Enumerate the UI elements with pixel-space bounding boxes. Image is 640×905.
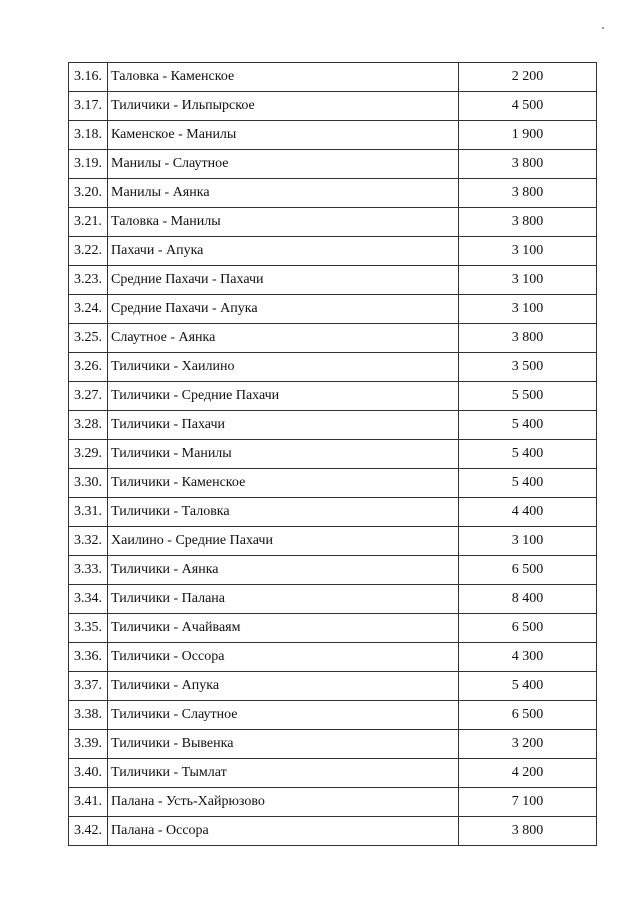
- distance-cell: 6 500: [459, 614, 597, 643]
- route-name-cell: Тиличики - Тымлат: [108, 759, 459, 788]
- table-row: [69, 788, 597, 817]
- distance-cell: 3 800: [459, 817, 597, 846]
- distance-cell: 4 200: [459, 759, 597, 788]
- table-row: [69, 208, 597, 237]
- row-number-cell: 3.35.: [69, 614, 108, 643]
- route-name-cell: Манилы - Аянка: [108, 179, 459, 208]
- distance-cell: 3 800: [459, 179, 597, 208]
- route-name-cell: Слаутное - Аянка: [108, 324, 459, 353]
- distance-cell: 3 800: [459, 208, 597, 237]
- table-row: [69, 63, 597, 92]
- table-row: [69, 759, 597, 788]
- row-number-cell: 3.16.: [69, 63, 108, 92]
- distance-cell: 4 400: [459, 498, 597, 527]
- table-row: [69, 614, 597, 643]
- route-name-cell: Тиличики - Аянка: [108, 556, 459, 585]
- row-number-cell: 3.38.: [69, 701, 108, 730]
- row-number-cell: 3.20.: [69, 179, 108, 208]
- row-number-cell: 3.22.: [69, 237, 108, 266]
- table-row: [69, 527, 597, 556]
- distance-cell: 7 100: [459, 788, 597, 817]
- table-row: [69, 411, 597, 440]
- table-row: [69, 295, 597, 324]
- routes-table: [68, 62, 597, 846]
- route-name-cell: Тиличики - Ачайваям: [108, 614, 459, 643]
- table-row: [69, 556, 597, 585]
- route-name-cell: Тиличики - Средние Пахачи: [108, 382, 459, 411]
- row-number-cell: 3.42.: [69, 817, 108, 846]
- distance-cell: 3 800: [459, 150, 597, 179]
- route-name-cell: Средние Пахачи - Пахачи: [108, 266, 459, 295]
- distance-cell: 3 100: [459, 266, 597, 295]
- table-row: [69, 701, 597, 730]
- row-number-cell: 3.17.: [69, 92, 108, 121]
- row-number-cell: 3.19.: [69, 150, 108, 179]
- distance-cell: 4 300: [459, 643, 597, 672]
- route-name-cell: Тиличики - Каменское: [108, 469, 459, 498]
- table-row: [69, 498, 597, 527]
- table-row: [69, 730, 597, 759]
- table-row: [69, 92, 597, 121]
- route-name-cell: Палана - Усть-Хайрюзово: [108, 788, 459, 817]
- row-number-cell: 3.24.: [69, 295, 108, 324]
- route-name-cell: Тиличики - Палана: [108, 585, 459, 614]
- table-row: [69, 382, 597, 411]
- row-number-cell: 3.36.: [69, 643, 108, 672]
- route-name-cell: Пахачи - Апука: [108, 237, 459, 266]
- distance-cell: 8 400: [459, 585, 597, 614]
- table-row: [69, 817, 597, 846]
- distance-cell: 2 200: [459, 63, 597, 92]
- distance-cell: 5 500: [459, 382, 597, 411]
- route-name-cell: Манилы - Слаутное: [108, 150, 459, 179]
- route-name-cell: Тиличики - Вывенка: [108, 730, 459, 759]
- route-name-cell: Тиличики - Слаутное: [108, 701, 459, 730]
- route-name-cell: Палана - Оссора: [108, 817, 459, 846]
- route-name-cell: Тиличики - Апука: [108, 672, 459, 701]
- row-number-cell: 3.39.: [69, 730, 108, 759]
- route-name-cell: Тиличики - Хаилино: [108, 353, 459, 382]
- table-row: [69, 179, 597, 208]
- distance-cell: 3 200: [459, 730, 597, 759]
- table-row: [69, 643, 597, 672]
- distance-cell: 3 100: [459, 237, 597, 266]
- distance-cell: 5 400: [459, 672, 597, 701]
- route-name-cell: Тиличики - Таловка: [108, 498, 459, 527]
- distance-cell: 5 400: [459, 411, 597, 440]
- table-row: [69, 672, 597, 701]
- route-name-cell: Хаилино - Средние Пахачи: [108, 527, 459, 556]
- distance-cell: 3 500: [459, 353, 597, 382]
- row-number-cell: 3.25.: [69, 324, 108, 353]
- row-number-cell: 3.40.: [69, 759, 108, 788]
- route-name-cell: Тиличики - Пахачи: [108, 411, 459, 440]
- row-number-cell: 3.34.: [69, 585, 108, 614]
- route-name-cell: Таловка - Манилы: [108, 208, 459, 237]
- table-row: [69, 469, 597, 498]
- distance-cell: 3 100: [459, 527, 597, 556]
- distance-cell: 6 500: [459, 701, 597, 730]
- route-name-cell: Таловка - Каменское: [108, 63, 459, 92]
- distance-cell: 5 400: [459, 440, 597, 469]
- row-number-cell: 3.21.: [69, 208, 108, 237]
- route-name-cell: Тиличики - Манилы: [108, 440, 459, 469]
- distance-cell: 4 500: [459, 92, 597, 121]
- row-number-cell: 3.27.: [69, 382, 108, 411]
- distance-cell: 3 800: [459, 324, 597, 353]
- table-row: [69, 237, 597, 266]
- table-row: [69, 121, 597, 150]
- row-number-cell: 3.33.: [69, 556, 108, 585]
- distance-cell: 6 500: [459, 556, 597, 585]
- table-row: [69, 440, 597, 469]
- row-number-cell: 3.31.: [69, 498, 108, 527]
- table-row: [69, 585, 597, 614]
- route-name-cell: Тиличики - Оссора: [108, 643, 459, 672]
- distance-cell: 3 100: [459, 295, 597, 324]
- row-number-cell: 3.26.: [69, 353, 108, 382]
- distance-cell: 1 900: [459, 121, 597, 150]
- row-number-cell: 3.32.: [69, 527, 108, 556]
- table-row: [69, 353, 597, 382]
- routes-table-body: [69, 63, 597, 846]
- row-number-cell: 3.37.: [69, 672, 108, 701]
- table-row: [69, 324, 597, 353]
- distance-cell: 5 400: [459, 469, 597, 498]
- row-number-cell: 3.29.: [69, 440, 108, 469]
- table-row: [69, 150, 597, 179]
- row-number-cell: 3.23.: [69, 266, 108, 295]
- row-number-cell: 3.41.: [69, 788, 108, 817]
- scan-speck: [602, 27, 604, 29]
- table-row: [69, 266, 597, 295]
- route-name-cell: Тиличики - Ильпырское: [108, 92, 459, 121]
- row-number-cell: 3.28.: [69, 411, 108, 440]
- row-number-cell: 3.18.: [69, 121, 108, 150]
- route-name-cell: Каменское - Манилы: [108, 121, 459, 150]
- row-number-cell: 3.30.: [69, 469, 108, 498]
- route-name-cell: Средние Пахачи - Апука: [108, 295, 459, 324]
